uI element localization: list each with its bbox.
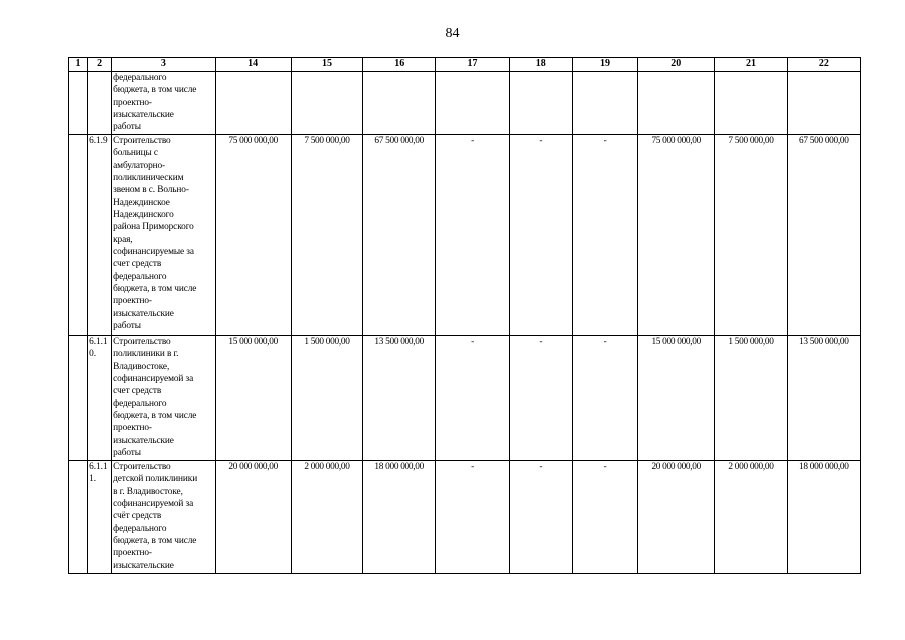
value-cell: - <box>572 336 637 461</box>
index-cell <box>69 72 88 135</box>
value-cell <box>572 72 637 135</box>
value-cell <box>787 72 860 135</box>
value-cell: 18 000 000,00 <box>787 461 860 574</box>
value-cell: 13 500 000,00 <box>787 336 860 461</box>
header-row <box>69 58 861 72</box>
value-cell <box>715 72 787 135</box>
value-cell: - <box>509 336 572 461</box>
value-cell <box>436 72 509 135</box>
column-header: 14 <box>215 58 291 72</box>
description-cell: федерального бюджета, в том числе проектно- изыскательские работы <box>112 72 215 135</box>
value-cell: 75 000 000,00 <box>215 135 291 336</box>
value-cell: 15 000 000,00 <box>215 336 291 461</box>
code-cell: 6.1.1 0. <box>88 336 112 461</box>
value-cell: 18 000 000,00 <box>363 461 436 574</box>
value-cell: 67 500 000,00 <box>787 135 860 336</box>
value-cell <box>363 72 436 135</box>
description-cell: Строительство поликлиники в г. Владивостоке, софинансируемой за счет средств федерального бюджета, в том числе проектно- изыскательские работы <box>112 336 215 461</box>
column-header: 1 <box>69 58 88 72</box>
value-cell <box>638 72 715 135</box>
value-cell: 7 500 000,00 <box>291 135 362 336</box>
value-cell: - <box>436 135 509 336</box>
value-cell: - <box>436 336 509 461</box>
column-header: 15 <box>291 58 362 72</box>
value-cell: 13 500 000,00 <box>363 336 436 461</box>
description-cell: Строительство детской поликлиники в г. Владивостоке, софинансируемой за счёт средств федерального бюджета, в том числе проектно- изыскательские <box>112 461 215 574</box>
table-row <box>69 336 861 461</box>
value-cell: 2 000 000,00 <box>291 461 362 574</box>
value-cell: - <box>509 461 572 574</box>
value-cell: 67 500 000,00 <box>363 135 436 336</box>
index-cell <box>69 135 88 336</box>
value-cell: 20 000 000,00 <box>638 461 715 574</box>
column-header: 17 <box>436 58 509 72</box>
budget-table <box>68 57 861 574</box>
value-cell: 1 500 000,00 <box>291 336 362 461</box>
column-header: 22 <box>787 58 860 72</box>
column-header: 2 <box>88 58 112 72</box>
value-cell: 2 000 000,00 <box>715 461 787 574</box>
code-cell: 6.1.9 <box>88 135 112 336</box>
column-header: 20 <box>638 58 715 72</box>
value-cell: - <box>572 135 637 336</box>
index-cell <box>69 336 88 461</box>
column-header: 18 <box>509 58 572 72</box>
code-cell <box>88 72 112 135</box>
table-row <box>69 72 861 135</box>
value-cell: - <box>509 135 572 336</box>
column-header: 16 <box>363 58 436 72</box>
column-header: 19 <box>572 58 637 72</box>
value-cell: 20 000 000,00 <box>215 461 291 574</box>
value-cell <box>509 72 572 135</box>
index-cell <box>69 461 88 574</box>
value-cell: - <box>572 461 637 574</box>
table-row <box>69 461 861 574</box>
page-number: 84 <box>445 26 460 41</box>
column-header: 3 <box>112 58 215 72</box>
value-cell: 7 500 000,00 <box>715 135 787 336</box>
value-cell: - <box>436 461 509 574</box>
value-cell <box>215 72 291 135</box>
value-cell <box>291 72 362 135</box>
value-cell: 15 000 000,00 <box>638 336 715 461</box>
column-header: 21 <box>715 58 787 72</box>
table-row <box>69 135 861 336</box>
description-cell: Строительство больницы с амбулаторно- поликлиническим звеном в с. Вольно- Надеждинское Надеждинского района Приморского края, софинансируемые за счет средств федерального бюджета, в том числе проектно- изыскательские работы <box>112 135 215 336</box>
value-cell: 75 000 000,00 <box>638 135 715 336</box>
value-cell: 1 500 000,00 <box>715 336 787 461</box>
code-cell: 6.1.1 1. <box>88 461 112 574</box>
